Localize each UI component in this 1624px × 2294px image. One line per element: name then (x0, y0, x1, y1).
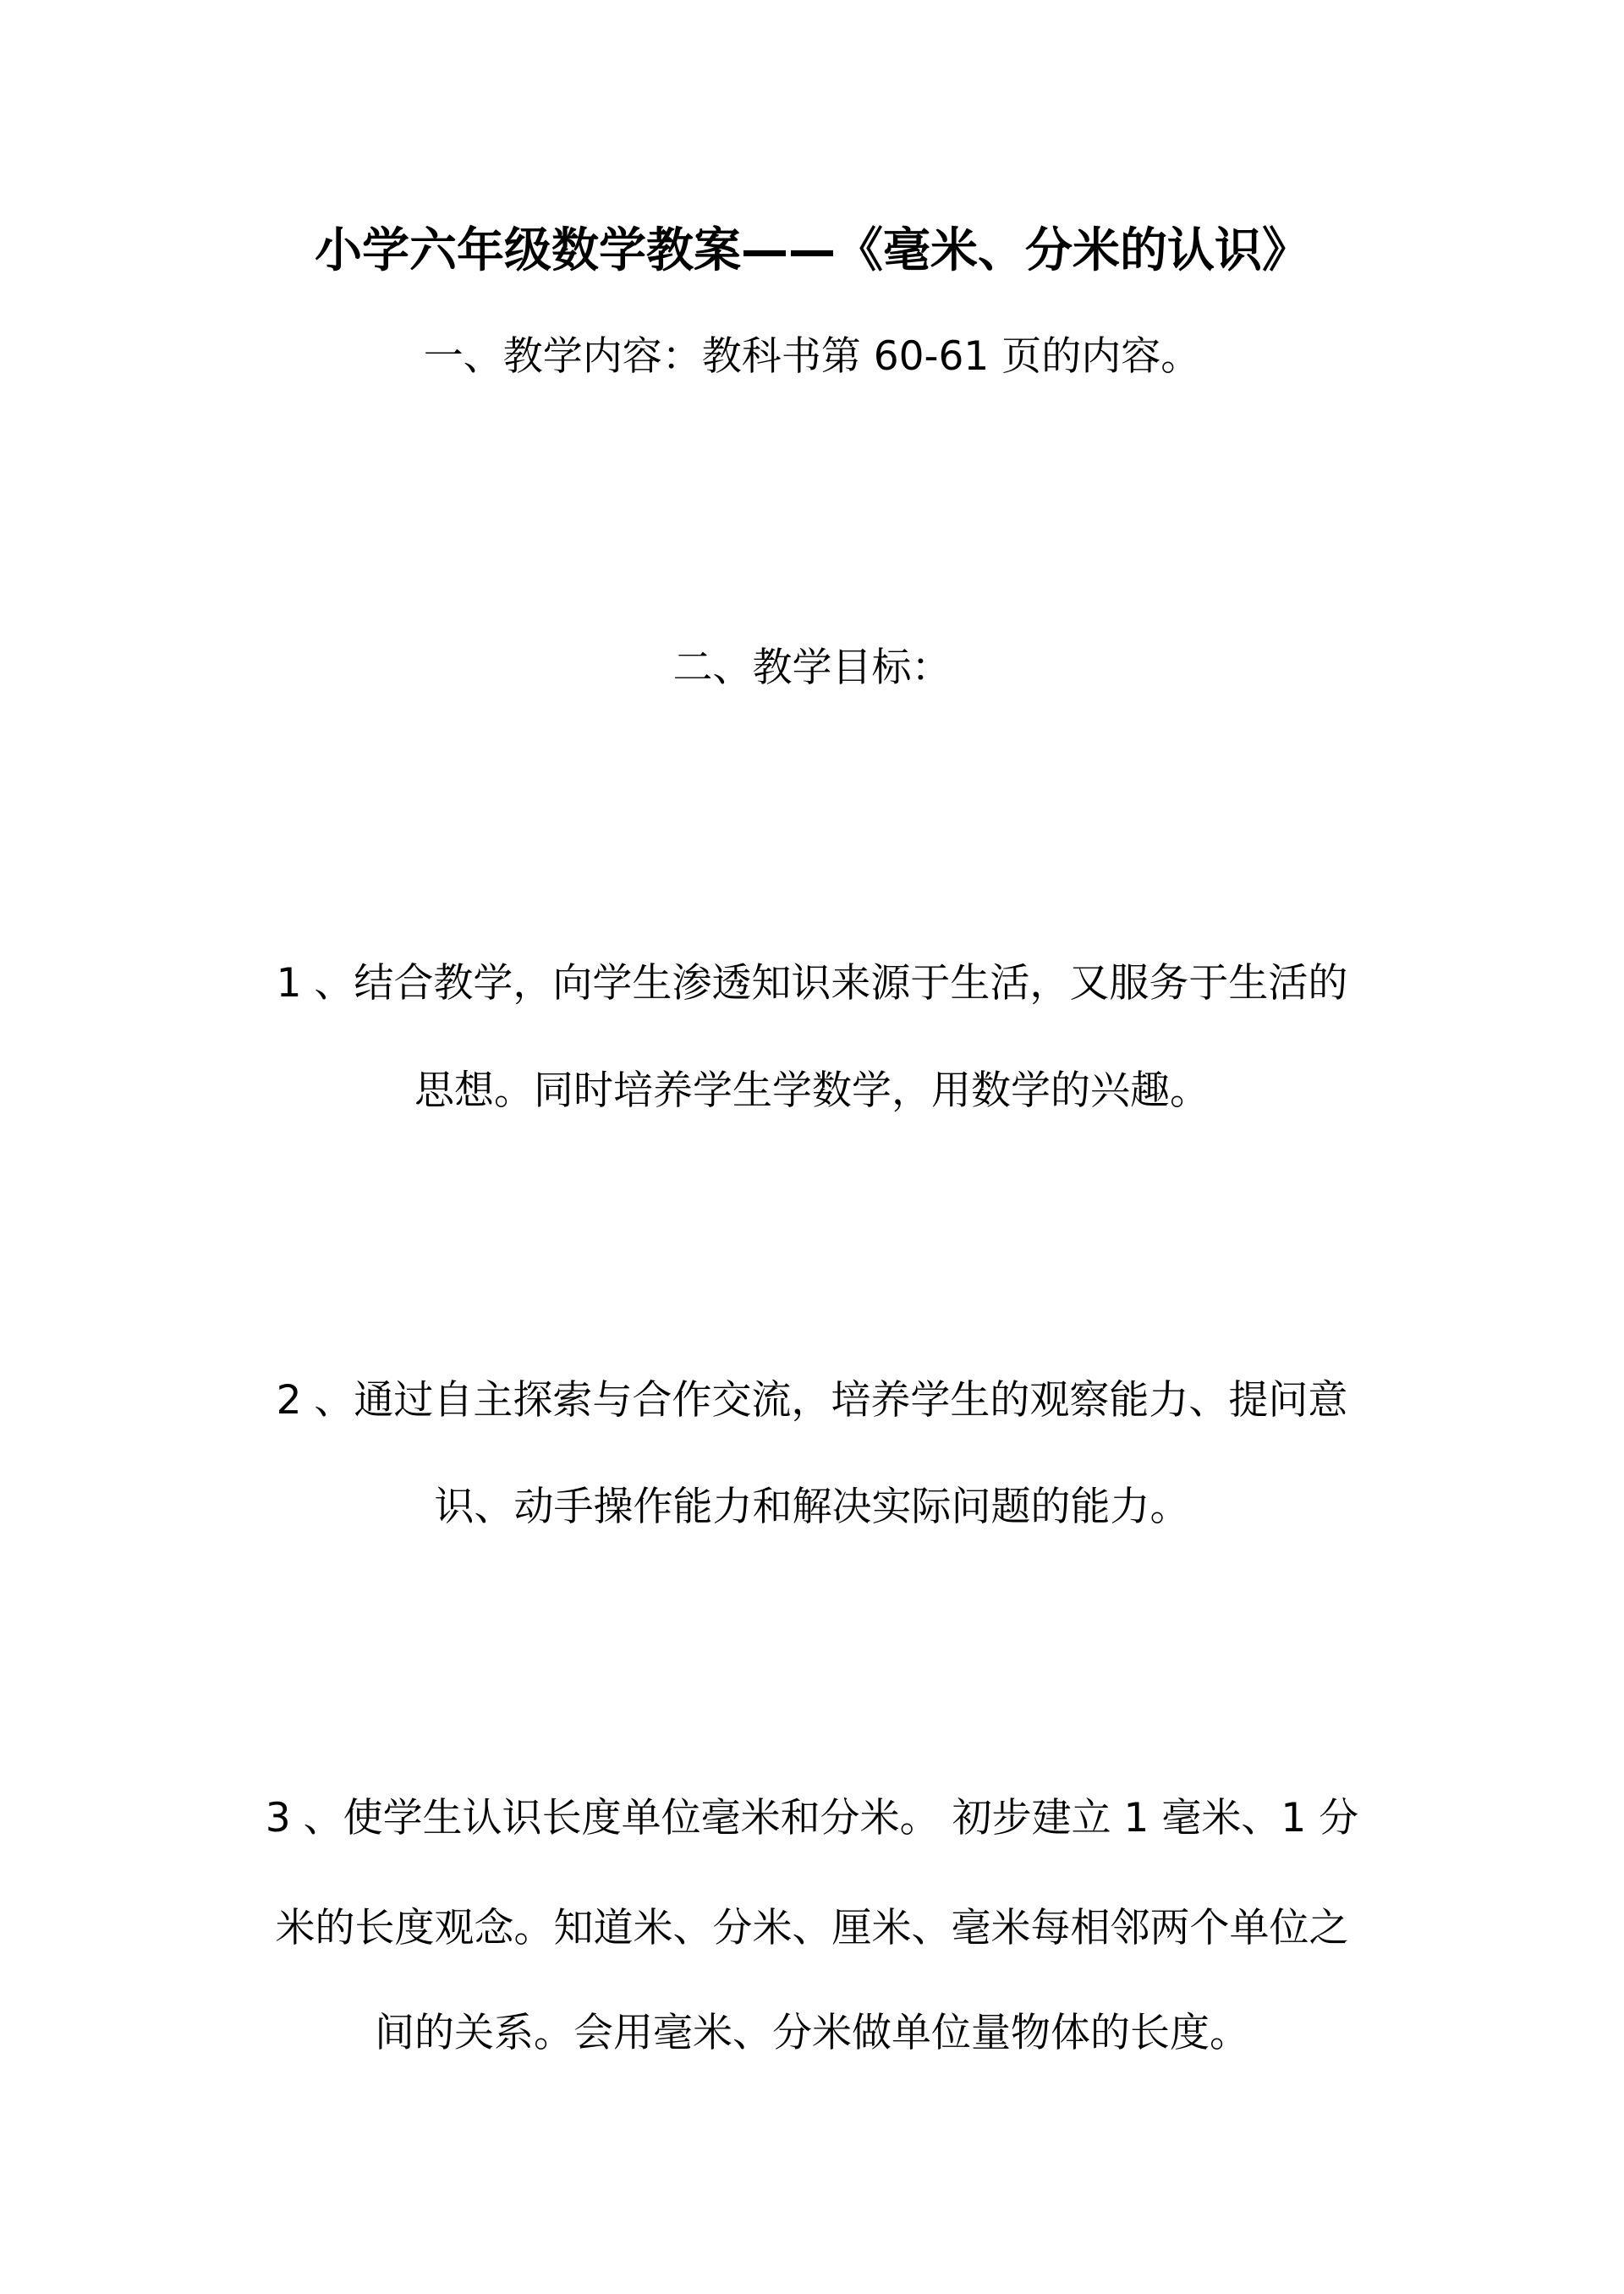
goal-1-line-1: 1 、结合教学，向学生渗透知识来源于生活，又服务于生活的 (276, 960, 1348, 1007)
goal-2-line-1: 2 、通过自主探索与合作交流，培养学生的观察能力、提问意 (276, 1377, 1348, 1424)
goal-3-line-2: 米的长度观念。知道米、分米、厘米、毫米每相邻两个单位之 (275, 1905, 1349, 1951)
goal-2-line-2: 识、动手操作能力和解决实际问题的能力。 (434, 1484, 1190, 1530)
goal-1-line-2: 思想。同时培养学生学数学，用数学的兴趣。 (414, 1067, 1210, 1114)
goal-3-line-3: 间的关系。会用毫米、分米做单位量物体的长度。 (375, 2010, 1249, 2056)
document-title: 小学六年级数学教案——《毫米、分米的认识》 (315, 223, 1309, 278)
section-teaching-content: 一、教学内容：教科书第 60-61 页的内容。 (423, 333, 1201, 380)
goal-3-line-1: 3 、使学生认识长度单位毫米和分米。 初步建立 1 毫米、1 分 (265, 1795, 1359, 1841)
section-teaching-goals-heading: 二、教学目标： (672, 645, 952, 691)
